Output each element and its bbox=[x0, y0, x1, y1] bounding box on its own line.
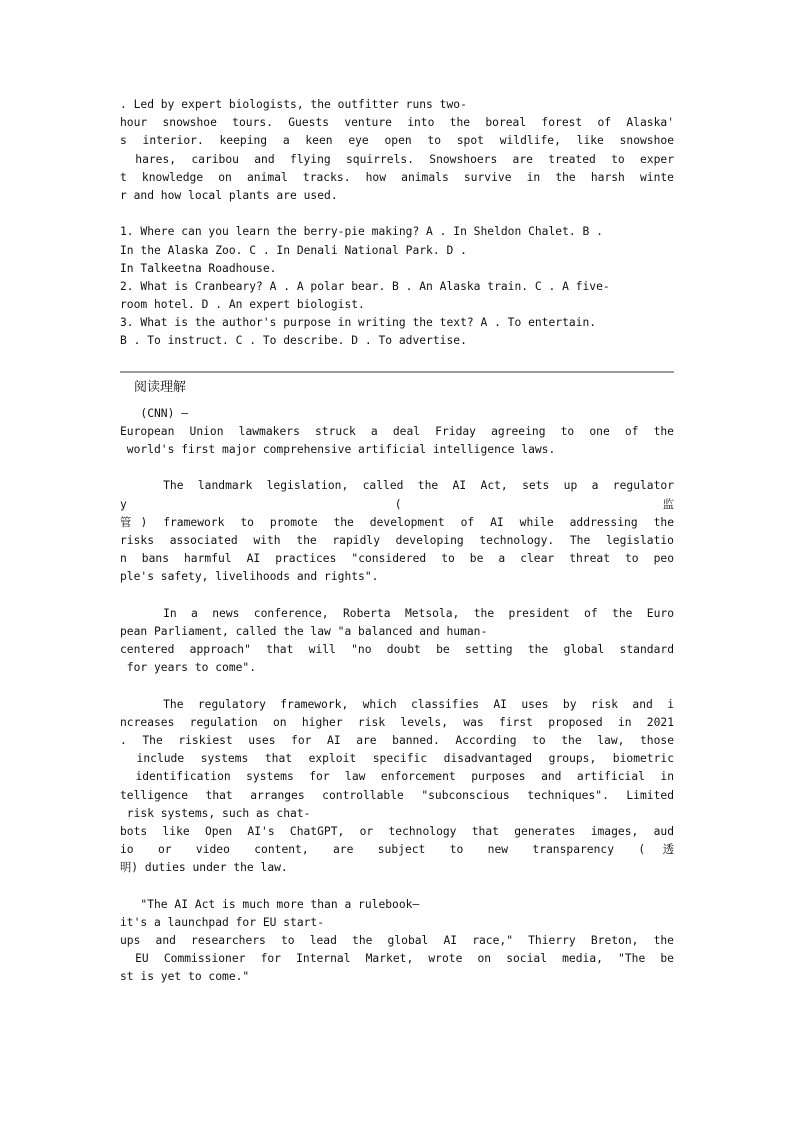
text-line: st is yet to come." bbox=[120, 970, 250, 984]
text-line: y (监 bbox=[120, 497, 674, 511]
text-line: EU Commissioner for Internal Market, wrote on social media, "The be bbox=[120, 952, 674, 966]
text-line: The landmark legislation, called the AI Act, sets up a regulator bbox=[120, 479, 674, 493]
text-line: B . To instruct. C . To describe. D . To advertise. bbox=[120, 334, 467, 348]
text-line: telligence that arranges controllable "subconscious techniques". Limited bbox=[120, 788, 674, 802]
text-line: In a news conference, Roberta Metsola, the president of the Euro bbox=[120, 606, 674, 620]
article-paragraph bbox=[120, 605, 674, 678]
text-line: identification systems for law enforcement purposes and artificial in bbox=[120, 770, 674, 784]
spacer bbox=[120, 587, 674, 605]
text-line: ple's safety, livelihoods and rights". bbox=[120, 570, 379, 584]
text-line: 明) duties under the law. bbox=[120, 861, 288, 875]
text-line: European Union lawmakers struck a deal Friday agreeing to one of the bbox=[120, 424, 674, 438]
article-eu-ai-act bbox=[120, 405, 674, 987]
text-line: for years to come". bbox=[120, 661, 257, 675]
text-line: ncreases regulation on higher risk levels, was first proposed in 2021 bbox=[120, 715, 674, 729]
text-line: (CNN) — bbox=[120, 406, 189, 420]
passage-alaska bbox=[120, 96, 674, 205]
text-line: it's a launchpad for EU start- bbox=[120, 915, 325, 929]
text-line: include systems that exploit specific disadvantaged groups, biometric bbox=[120, 752, 674, 766]
text-line: io or video content, are subject to new transparency (透 bbox=[120, 843, 674, 857]
text-line: bots like Open AI's ChatGPT, or technology that generates images, aud bbox=[120, 824, 674, 838]
section-divider bbox=[120, 371, 674, 373]
text-line: In Talkeetna Roadhouse. bbox=[120, 261, 277, 275]
text-line: . Led by expert biologists, the outfitter runs two- bbox=[120, 98, 467, 111]
text-line: n bans harmful AI practices "considered to be a clear threat to peo bbox=[120, 552, 674, 566]
spacer bbox=[120, 677, 674, 695]
text-line: hour snowshoe tours. Guests venture into the boreal forest of Alaska' bbox=[120, 116, 674, 130]
text-line: pean Parliament, called the law "a balanced and human- bbox=[120, 624, 488, 638]
text-line: r and how local plants are used. bbox=[120, 188, 338, 202]
text-line: 3. What is the author's purpose in writing the text? A . To entertain. bbox=[120, 316, 597, 330]
article-paragraph bbox=[120, 696, 674, 878]
text-line: In the Alaska Zoo. C . In Denali National Park. D . bbox=[120, 243, 467, 257]
text-line: The regulatory framework, which classifies AI uses by risk and i bbox=[120, 697, 674, 711]
text-line: world's first major comprehensive artificial intelligence laws. bbox=[120, 443, 556, 456]
text-line: 1. Where can you learn the berry-pie making? A . In Sheldon Chalet. B . bbox=[120, 225, 603, 239]
spacer bbox=[120, 459, 674, 477]
spacer bbox=[120, 878, 674, 896]
section-title: 阅读理解 bbox=[134, 379, 187, 395]
text-line: hares, caribou and flying squirrels. Snowshoers are treated to exper bbox=[120, 152, 674, 166]
article-paragraph bbox=[120, 477, 674, 586]
text-line: . The riskiest uses for AI are banned. According to the law, those bbox=[120, 734, 674, 747]
text-line: risk systems, such as chat- bbox=[120, 806, 311, 820]
text-line: 管) framework to promote the development of AI while addressing the bbox=[120, 515, 674, 529]
spacer bbox=[120, 205, 674, 223]
text-line: "The AI Act is much more than a rulebook— bbox=[120, 897, 420, 911]
text-line: risks associated with the rapidly developing technology. The legislatio bbox=[120, 533, 674, 547]
text-line: centered approach" that will "no doubt be setting the global standard bbox=[120, 643, 674, 657]
article-paragraph bbox=[120, 896, 674, 987]
text-line: 2. What is Cranbeary? A . A polar bear. B . An Alaska train. C . A five- bbox=[120, 279, 610, 293]
article-paragraph bbox=[120, 405, 674, 460]
text-line: room hotel. D . An expert biologist. bbox=[120, 298, 365, 312]
question-list bbox=[120, 223, 674, 350]
text-line: s interior. keeping a keen eye open to spot wildlife, like snowshoe bbox=[120, 134, 674, 148]
text-line: t knowledge on animal tracks. how animals survive in the harsh winte bbox=[120, 170, 674, 184]
document-page bbox=[120, 96, 674, 987]
text-line: ups and researchers to lead the global AI race," Thierry Breton, the bbox=[120, 934, 674, 948]
